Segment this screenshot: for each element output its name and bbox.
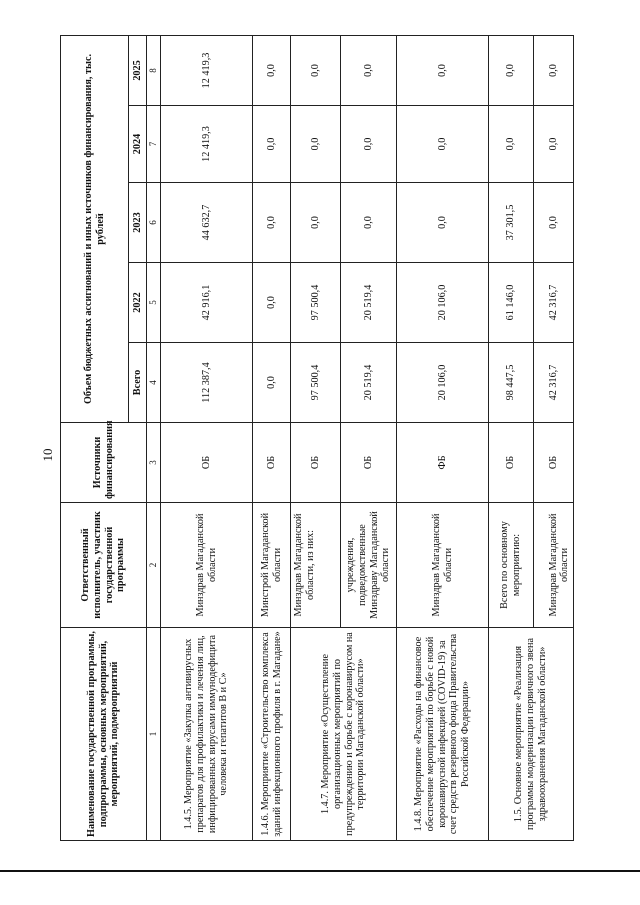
value-cell: 0,0 <box>489 35 534 105</box>
executor-cell: Минстрой Магаданской области <box>253 503 291 628</box>
source-cell: ОБ <box>291 423 341 503</box>
header-year: 2022 <box>129 263 147 343</box>
executor-cell: Минздрав Магаданской области <box>397 503 489 628</box>
table-row <box>253 35 291 840</box>
page-bottom-rule <box>0 870 640 872</box>
executor-cell: Минздрав Магаданской области <box>161 503 253 628</box>
source-cell: ОБ <box>161 423 253 503</box>
header-source: Источники финансирования <box>61 423 147 503</box>
value-cell: 0,0 <box>253 263 291 343</box>
value-cell: 0,0 <box>341 183 397 263</box>
header-total: Всего <box>129 343 147 423</box>
source-cell: ФБ <box>397 423 489 503</box>
value-cell: 61 146,0 <box>489 263 534 343</box>
program-item-name: 1.4.7. Мероприятие «Осуществление организационных мероприятий по предупреждению и борьбе с коронавирусом на территории Магаданской области» <box>291 628 397 841</box>
total-cell: 112 387,4 <box>161 343 253 423</box>
source-cell: ОБ <box>253 423 291 503</box>
value-cell: 20 519,4 <box>341 263 397 343</box>
header-year: 2023 <box>129 183 147 263</box>
value-cell: 0,0 <box>253 106 291 183</box>
total-cell: 97 500,4 <box>291 343 341 423</box>
column-number: 6 <box>147 183 161 263</box>
rotated-page <box>60 36 571 841</box>
value-cell: 0,0 <box>489 106 534 183</box>
header-year: 2024 <box>129 106 147 183</box>
value-cell: 0,0 <box>291 183 341 263</box>
value-cell: 0,0 <box>291 106 341 183</box>
source-cell: ОБ <box>341 423 397 503</box>
value-cell: 0,0 <box>397 106 489 183</box>
source-cell: ОБ <box>534 423 574 503</box>
header-year: 2025 <box>129 35 147 105</box>
value-cell: 12 419,3 <box>161 35 253 105</box>
column-number: 3 <box>147 423 161 503</box>
value-cell: 0,0 <box>291 35 341 105</box>
value-cell: 0,0 <box>534 106 574 183</box>
value-cell: 97 500,4 <box>291 263 341 343</box>
column-number: 4 <box>147 343 161 423</box>
total-cell: 20 519,4 <box>341 343 397 423</box>
value-cell: 0,0 <box>253 35 291 105</box>
column-number: 7 <box>147 106 161 183</box>
value-cell: 42 916,1 <box>161 263 253 343</box>
program-item-name: 1.4.6. Мероприятие «Строительство комплекса зданий инфекционного профиля в г. Магадане» <box>253 628 291 841</box>
executor-cell: Всего по основному мероприятию: <box>489 503 534 628</box>
table-row <box>397 35 489 840</box>
value-cell: 42 316,7 <box>534 263 574 343</box>
program-item-name: 1.4.8. Мероприятие «Расходы на финансовое обеспечение мероприятий по борьбе с новой коронавирусной инфекцией (COVID-19) за счет средств резервного фонда Правительства Российской Федерации» <box>397 628 489 841</box>
source-cell: ОБ <box>489 423 534 503</box>
executor-cell: учреждения, подведомственные Минздраву Магаданской области <box>341 503 397 628</box>
value-cell: 12 419,3 <box>161 106 253 183</box>
page-number: 10 <box>40 448 55 462</box>
table-row <box>161 35 253 840</box>
total-cell: 0,0 <box>253 343 291 423</box>
header-budget: Объем бюджетных ассигнований и иных источников финансирования, тыс. рублей <box>61 35 129 422</box>
table-row <box>489 35 534 840</box>
value-cell: 0,0 <box>397 35 489 105</box>
program-item-name: 1.5. Основное мероприятие «Реализация программы модернизации первичного звена здравоохранения Магаданской области» <box>489 628 574 841</box>
executor-cell: Минздрав Магаданской области, из них: <box>291 503 341 628</box>
value-cell: 20 106,0 <box>397 263 489 343</box>
column-number: 5 <box>147 263 161 343</box>
executor-cell: Минздрав Магаданской области <box>534 503 574 628</box>
column-number: 1 <box>147 628 161 841</box>
value-cell: 0,0 <box>253 183 291 263</box>
value-cell: 0,0 <box>534 35 574 105</box>
header-name: Наименование государственной программы, подпрограммы, основных мероприятий, мероприятий, подмероприятий <box>61 628 147 841</box>
budget-table <box>60 35 574 841</box>
table-row <box>291 35 341 840</box>
value-cell: 0,0 <box>341 35 397 105</box>
header-executor: Ответственный исполнитель, участник государственной программы <box>61 503 147 628</box>
value-cell: 0,0 <box>397 183 489 263</box>
value-cell: 0,0 <box>534 183 574 263</box>
program-item-name: 1.4.5. Мероприятие «Закупка антивирусных препаратов для профилактики и лечения лиц, инфицированных вирусами иммунодефицита человека и гепатитов B и C» <box>161 628 253 841</box>
column-number: 8 <box>147 35 161 105</box>
column-number: 2 <box>147 503 161 628</box>
total-cell: 42 316,7 <box>534 343 574 423</box>
value-cell: 44 632,7 <box>161 183 253 263</box>
value-cell: 0,0 <box>341 106 397 183</box>
total-cell: 98 447,5 <box>489 343 534 423</box>
total-cell: 20 106,0 <box>397 343 489 423</box>
value-cell: 37 301,5 <box>489 183 534 263</box>
